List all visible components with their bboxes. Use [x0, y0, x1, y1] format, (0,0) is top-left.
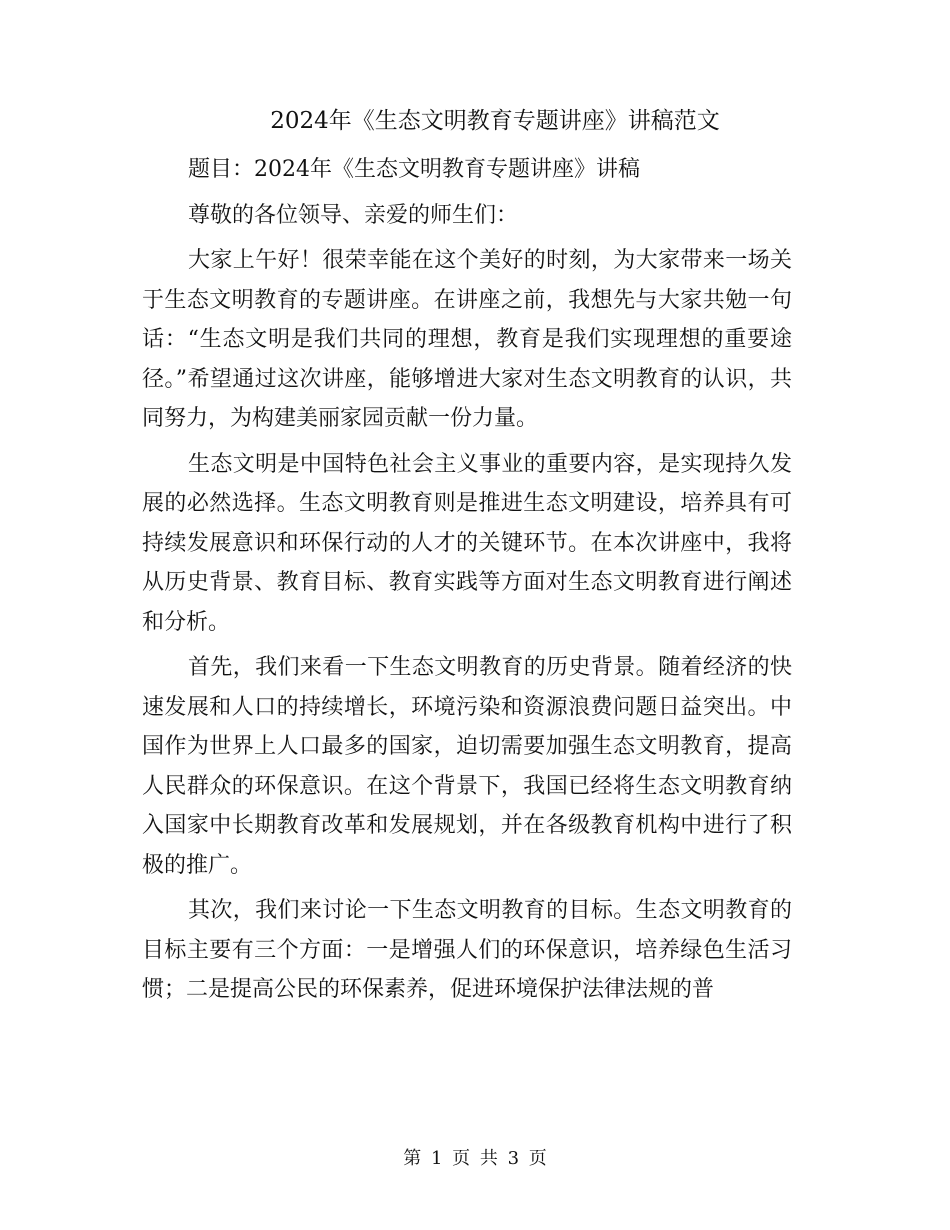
paragraph-introduction: 生态文明是中国特色社会主义事业的重要内容，是实现持久发展的必然选择。生态文明教育则是推进生态文明建设，培养具有可持续发展意识和环保行动的人才的关键环节。在本次讲座中，我将从历史背景、教育目标、教育实践等方面对生态文明教育进行阐述和分析。: [142, 451, 792, 635]
document-title: 2024年《生态文明教育专题讲座》讲稿范文: [270, 108, 720, 134]
paragraph-history: 首先，我们来看一下生态文明教育的历史背景。随着经济的快速发展和人口的持续增长，环境污染和资源浪费问题日益突出。中国作为世界上人口最多的国家，迫切需要加强生态文明教育，提高人民群众的环保意识。在这个背景下，我国已经将生态文明教育纳入国家中长期教育改革和发展规划，并在各级教育机构中进行了积极的推广。: [142, 655, 792, 878]
document-body: [142, 150, 792, 1016]
paragraph-goals: 其次，我们来讨论一下生态文明教育的目标。生态文明教育的目标主要有三个方面：一是增强人们的环保意识，培养绿色生活习惯；二是提高公民的环保素养，促进环境保护法律法规的普: [142, 898, 792, 1002]
paragraph-subject: 题目：2024年《生态文明教育专题讲座》讲稿: [188, 157, 640, 182]
page-number-footer: 第 1 页 共 3 页: [403, 1148, 547, 1169]
paragraph-salutation: 尊敬的各位领导、亲爱的师生们：: [188, 202, 519, 228]
paragraph-greeting: 大家上午好！很荣幸能在这个美好的时刻，为大家带来一场关于生态文明教育的专题讲座。在讲座之前，我想先与大家共勉一句话：“生态文明是我们共同的理想，教育是我们实现理想的重要途径。”希望通过这次讲座，能够增进大家对生态文明教育的认识，共同努力，为构建美丽家园贡献一份力量。: [142, 248, 792, 431]
